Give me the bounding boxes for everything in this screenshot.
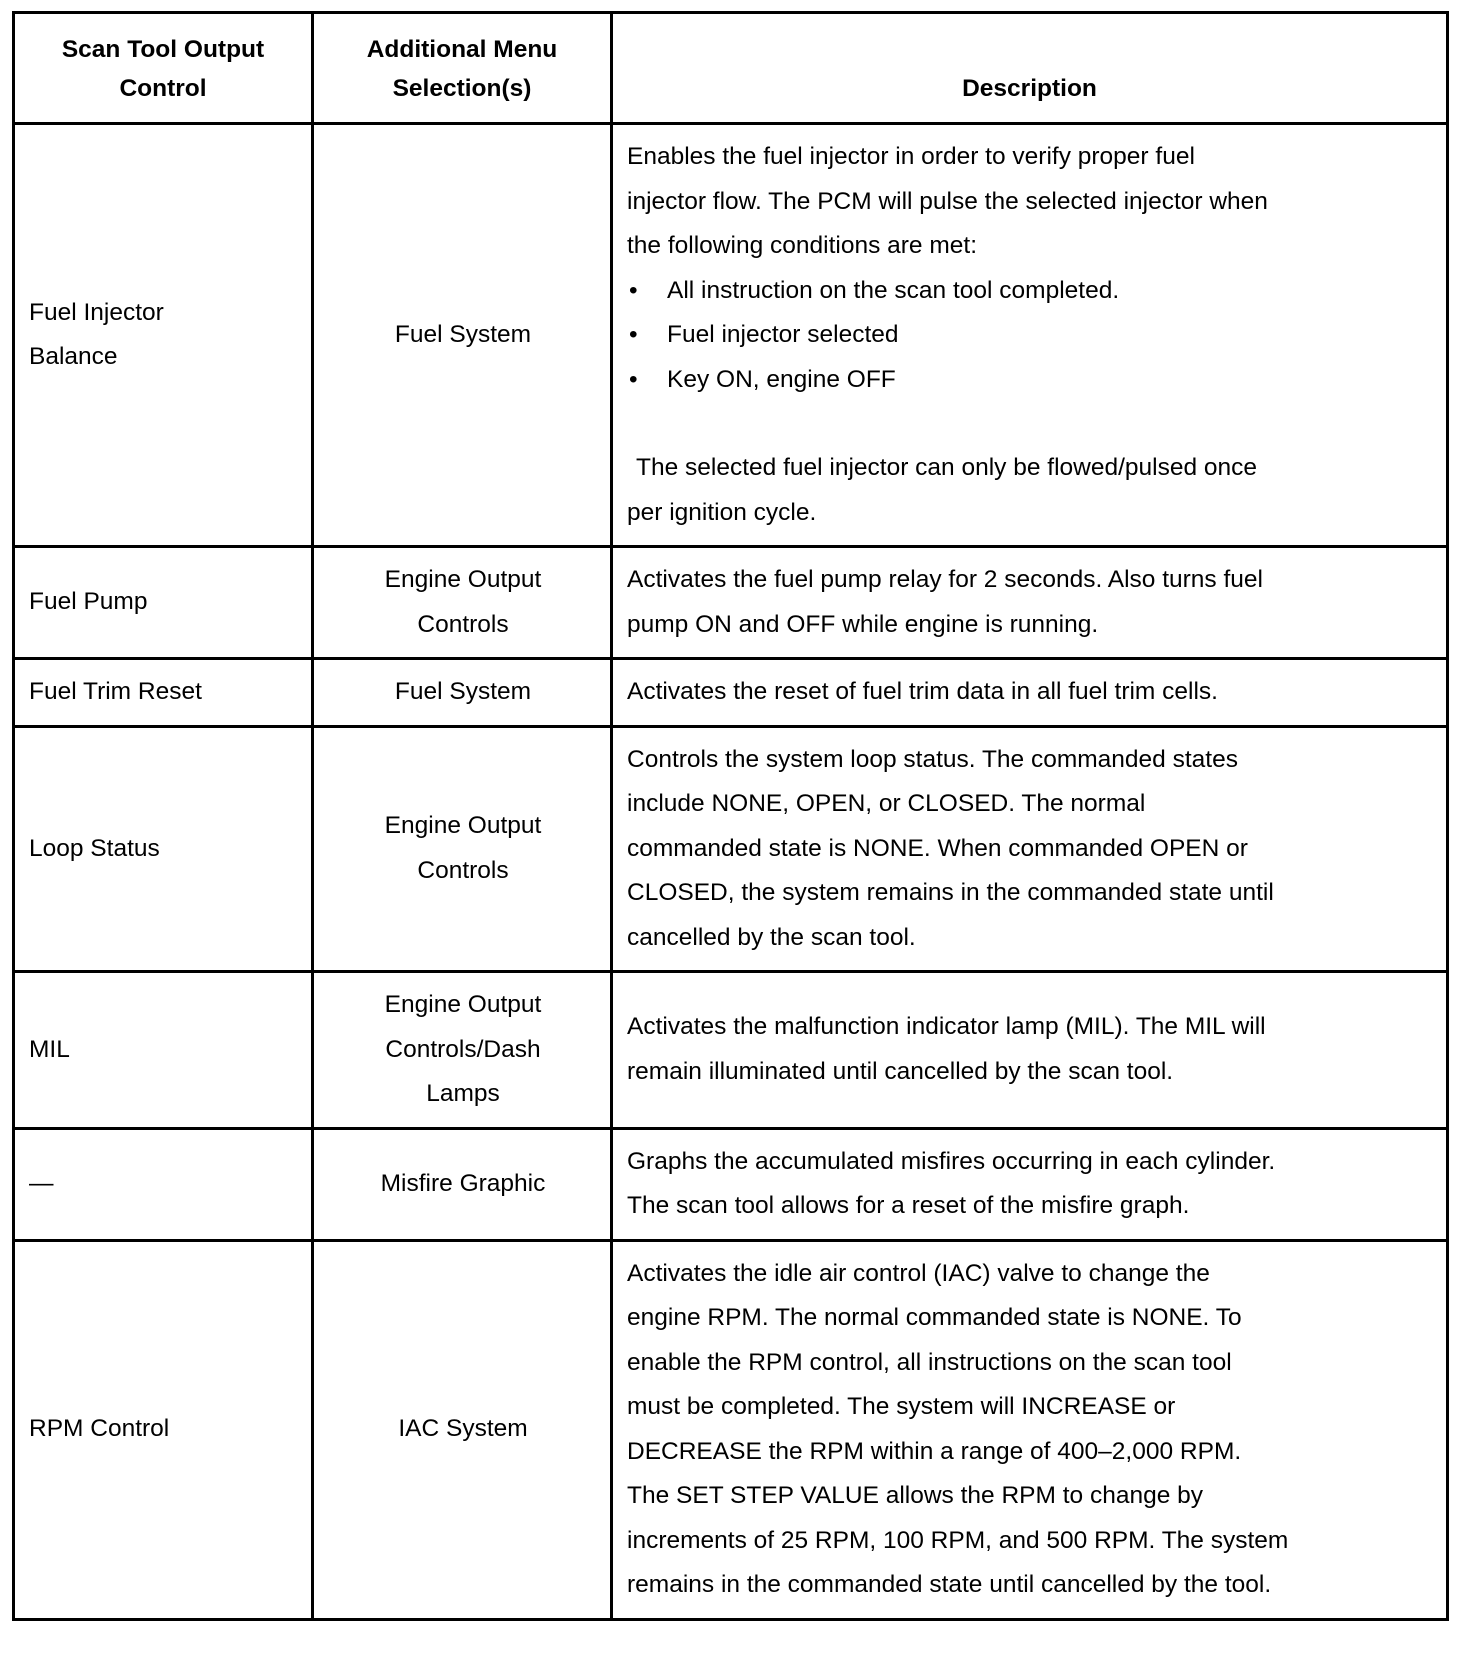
paragraph-gap [627, 402, 1434, 446]
description-text: Activates the fuel pump relay for 2 seconds. Also turns fuel pump ON and OFF while engine is running. [612, 547, 1448, 659]
condition-text: All instruction on the scan tool completed. [667, 276, 1120, 304]
table-row [14, 972, 1448, 1129]
table-row [14, 547, 1448, 659]
table-row [14, 1128, 1448, 1240]
bullet-icon: • [629, 321, 638, 348]
list-item [627, 269, 1434, 314]
menu-selection: Engine Output Controls [313, 726, 612, 972]
description-cell [612, 124, 1448, 547]
bullet-icon: • [629, 276, 638, 304]
menu-selection: Engine Output Controls/Dash Lamps [313, 972, 612, 1129]
description-text: Enables the fuel injector in order to verify proper fuel injector flow. The PCM will pulse the selected injector when the following conditions are met: [627, 143, 1268, 259]
header-control: Scan Tool Output Control [14, 13, 313, 124]
condition-text: Fuel injector selected [667, 321, 899, 348]
control-name: Loop Status [14, 726, 313, 972]
description-text: Activates the malfunction indicator lamp (MIL). The MIL will remain illuminated until cancelled by the scan tool. [612, 972, 1448, 1129]
list-item [627, 358, 1434, 403]
scan-tool-output-controls-table [12, 11, 1449, 1621]
control-name: Fuel Injector Balance [14, 124, 313, 547]
bullet-icon: • [629, 365, 638, 393]
description-text: Graphs the accumulated misfires occurring in each cylinder. The scan tool allows for a reset of the misfire graph. [612, 1128, 1448, 1240]
condition-text: Key ON, engine OFF [667, 365, 896, 393]
header-description: Description [612, 13, 1448, 124]
list-item [627, 313, 1434, 358]
menu-selection: Misfire Graphic [313, 1128, 612, 1240]
menu-selection: Engine Output Controls [313, 547, 612, 659]
table-row [14, 124, 1448, 547]
description-text: Activates the idle air control (IAC) valve to change the engine RPM. The normal commanded state is NONE. To enable the RPM control, all instructions on the scan tool must be completed. The system will INCREASE or DECREASE the RPM within a range of 400–2,000 RPM. The SET STEP VALUE allows the RPM to change by increments of 25 RPM, 100 RPM, and 500 RPM. The system remains in the commanded state until cancelled by the tool. [612, 1240, 1448, 1619]
table-row [14, 659, 1448, 727]
menu-selection: Fuel System [313, 124, 612, 547]
control-name: RPM Control [14, 1240, 313, 1619]
header-menu-selection: Additional Menu Selection(s) [313, 13, 612, 124]
control-name: MIL [14, 972, 313, 1129]
control-name: — [14, 1128, 313, 1240]
menu-selection: IAC System [313, 1240, 612, 1619]
table-row [14, 726, 1448, 972]
description-text: Controls the system loop status. The commanded states include NONE, OPEN, or CLOSED. The normal commanded state is NONE. When commanded OPEN or CLOSED, the system remains in the commanded state until cancelled by the scan tool. [612, 726, 1448, 972]
conditions-list [627, 269, 1434, 403]
control-name: Fuel Pump [14, 547, 313, 659]
description-text: Activates the reset of fuel trim data in all fuel trim cells. [612, 659, 1448, 727]
description-note: The selected fuel injector can only be flowed/pulsed once per ignition cycle. [627, 454, 1258, 526]
control-name: Fuel Trim Reset [14, 659, 313, 727]
header-row [14, 13, 1448, 124]
table-row [14, 1240, 1448, 1619]
menu-selection: Fuel System [313, 659, 612, 727]
